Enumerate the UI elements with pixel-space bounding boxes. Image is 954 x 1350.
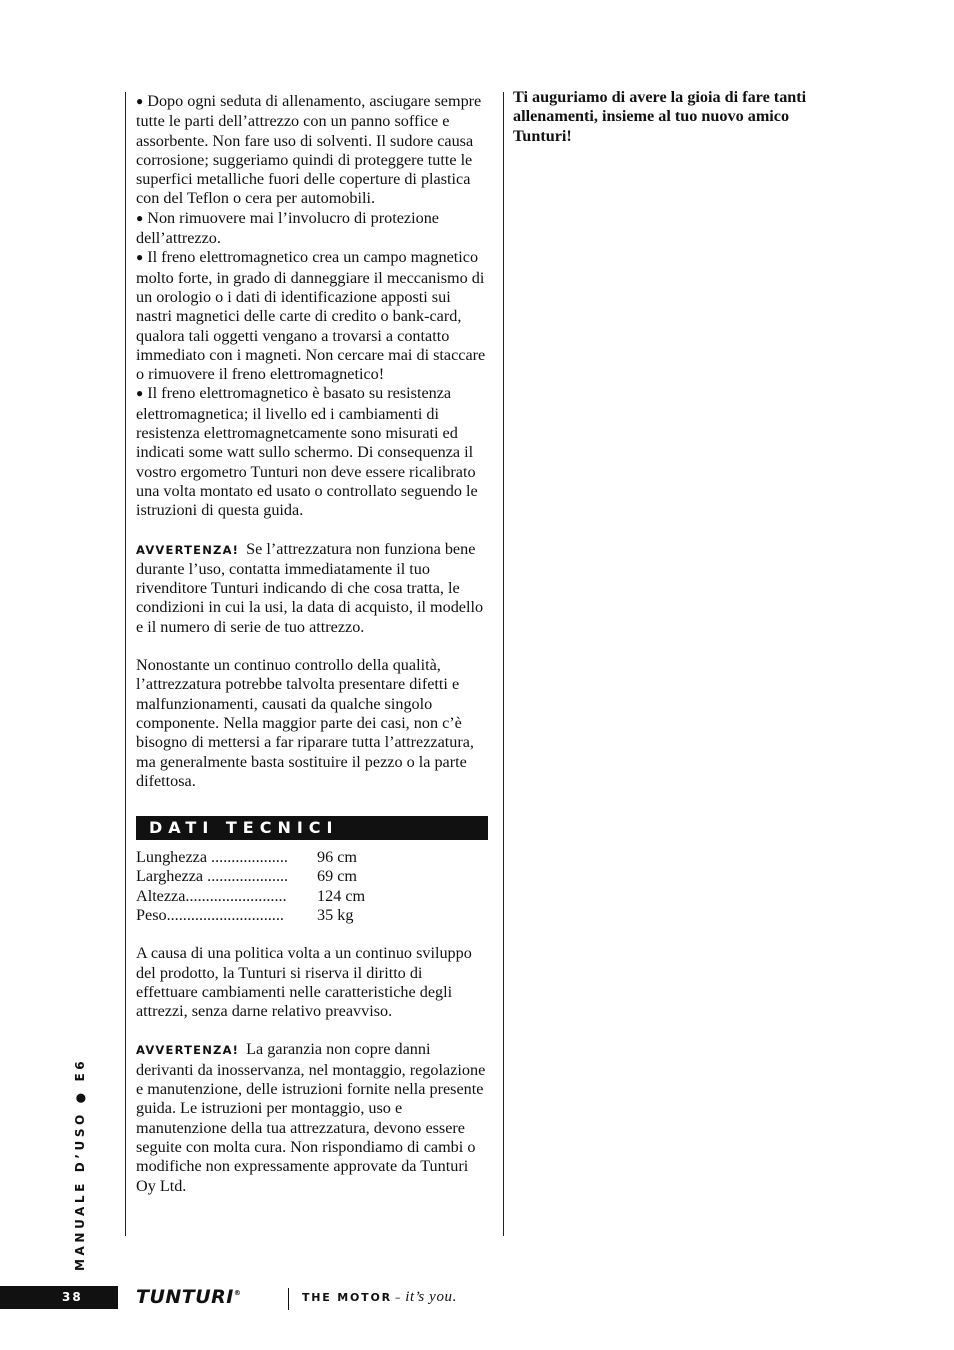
tunturi-logo: TUNTURI® bbox=[136, 1286, 242, 1308]
bullet-item: ● Dopo ogni seduta di allenamento, asciugare sempre tutte le parti dell’attrezzo con un panno soffice e assorbente. Non fare uso di solventi. Il sudore causa corrosione; suggeriamo quindi di proteggere tutte le superfici metalliche fuori delle coperture di plastica con del Teflon o cera per automobili. bbox=[136, 92, 482, 208]
registered-mark: ® bbox=[233, 1289, 242, 1297]
page-number: 38 bbox=[62, 1290, 83, 1304]
warning-paragraph-2: AVVERTENZA! La garanzia non copre danni derivanti da inosservanza, nel montaggio, regolazione e manutenzione, delle istruzioni fornite nella presente guida. Le istruzioni per montaggio, uso e manutenzione della tua attrezzatura, devono essere seguite con molta cura. Non rispondiamo di cambi o modifiche non expressamente approvate da Tunturi Oy Ltd. bbox=[136, 1040, 486, 1195]
bullet-icon: ● bbox=[136, 250, 144, 265]
quality-paragraph: Nonostante un continuo controllo della qualità, l’attrezzatura potrebbe talvolta presentare difetti e malfunzionamenti, causati da qualche singolo componente. Nella maggior parte dei casi, non c’è bisogno di mettersi a far riparare tutta l’attrezzatura, ma generalmente basta sostituire il pezzo o la parte difettosa. bbox=[136, 656, 474, 790]
warning-paragraph-1: AVVERTENZA! Se l’attrezzatura non funziona bene durante l’uso, contatta immediatamente il tuo rivenditore Tunturi indicando di che cosa tratta, le condizioni in cui la usi, la data di acquisto, il modello e il numero di serie de tuo attrezzo. bbox=[136, 539, 484, 636]
spec-row: Peso............................. 35 kg bbox=[136, 905, 354, 924]
bullet-item: ● Il freno elettromagnetico crea un campo magnetico molto forte, in grado di danneggiare il meccanismo di un orologio o i dati di identificazione apposti sui nastri magnetici delle carte di credito o bank-card, qualora tali oggetti vengano a trovarsi a contatto immediato con i magneti. Non cercare mai di staccare o rimuovere il freno elettromagnetico! bbox=[136, 248, 486, 384]
section-heading-dati-tecnici: DATI TECNICI bbox=[136, 816, 488, 840]
closing-text: Ti auguriamo di avere la gioia di fare tanti allenamenti, insieme al tuo nuovo amico Tunturi! bbox=[513, 88, 807, 145]
left-column bbox=[136, 92, 488, 1196]
spec-row: Lunghezza ................... 96 cm bbox=[136, 848, 358, 867]
spec-row: Altezza......................... 124 cm bbox=[136, 886, 366, 905]
slogan: THE MOTOR – it’s you. bbox=[302, 1289, 457, 1305]
bullet-icon: ● bbox=[136, 94, 144, 108]
bullet-icon: ● bbox=[136, 386, 144, 401]
spec-row: Larghezza .................... 69 cm bbox=[136, 867, 358, 886]
bullet-item: ● Non rimuovere mai l’involucro di protezione dell’attrezzo. bbox=[136, 208, 439, 248]
side-running-title: MANUALE D’USO ● E6 bbox=[73, 1057, 87, 1271]
specs-table bbox=[136, 848, 365, 925]
bullet-item: ● Il freno elettromagnetico è basato su resistenza elettromagnetica; il livello ed i cambiamenti di resistenza elettromagnetcamente sono misurati ed indicati some watt sullo schermo. Di consequenza il vostro ergometro Tunturi non deve essere ricalibrato una volta montato ed usato o controllato seguendo le istruzioni di questa guida. bbox=[136, 384, 478, 520]
left-margin-rule bbox=[125, 92, 126, 1236]
page-number-box bbox=[0, 1286, 118, 1309]
bullet-icon: ● bbox=[136, 210, 144, 225]
right-column bbox=[513, 88, 843, 146]
policy-paragraph: A causa di una politica volta a un continuo sviluppo del prodotto, la Tunturi si riserva il diritto di effettuare cambiamenti nelle caratteristiche degli attrezzi, senza darne relativo preavviso. bbox=[136, 944, 472, 1021]
footer-divider bbox=[288, 1288, 289, 1310]
warning-label: AVVERTENZA! bbox=[136, 1043, 240, 1058]
column-divider bbox=[503, 92, 504, 1236]
warning-label: AVVERTENZA! bbox=[136, 542, 240, 557]
